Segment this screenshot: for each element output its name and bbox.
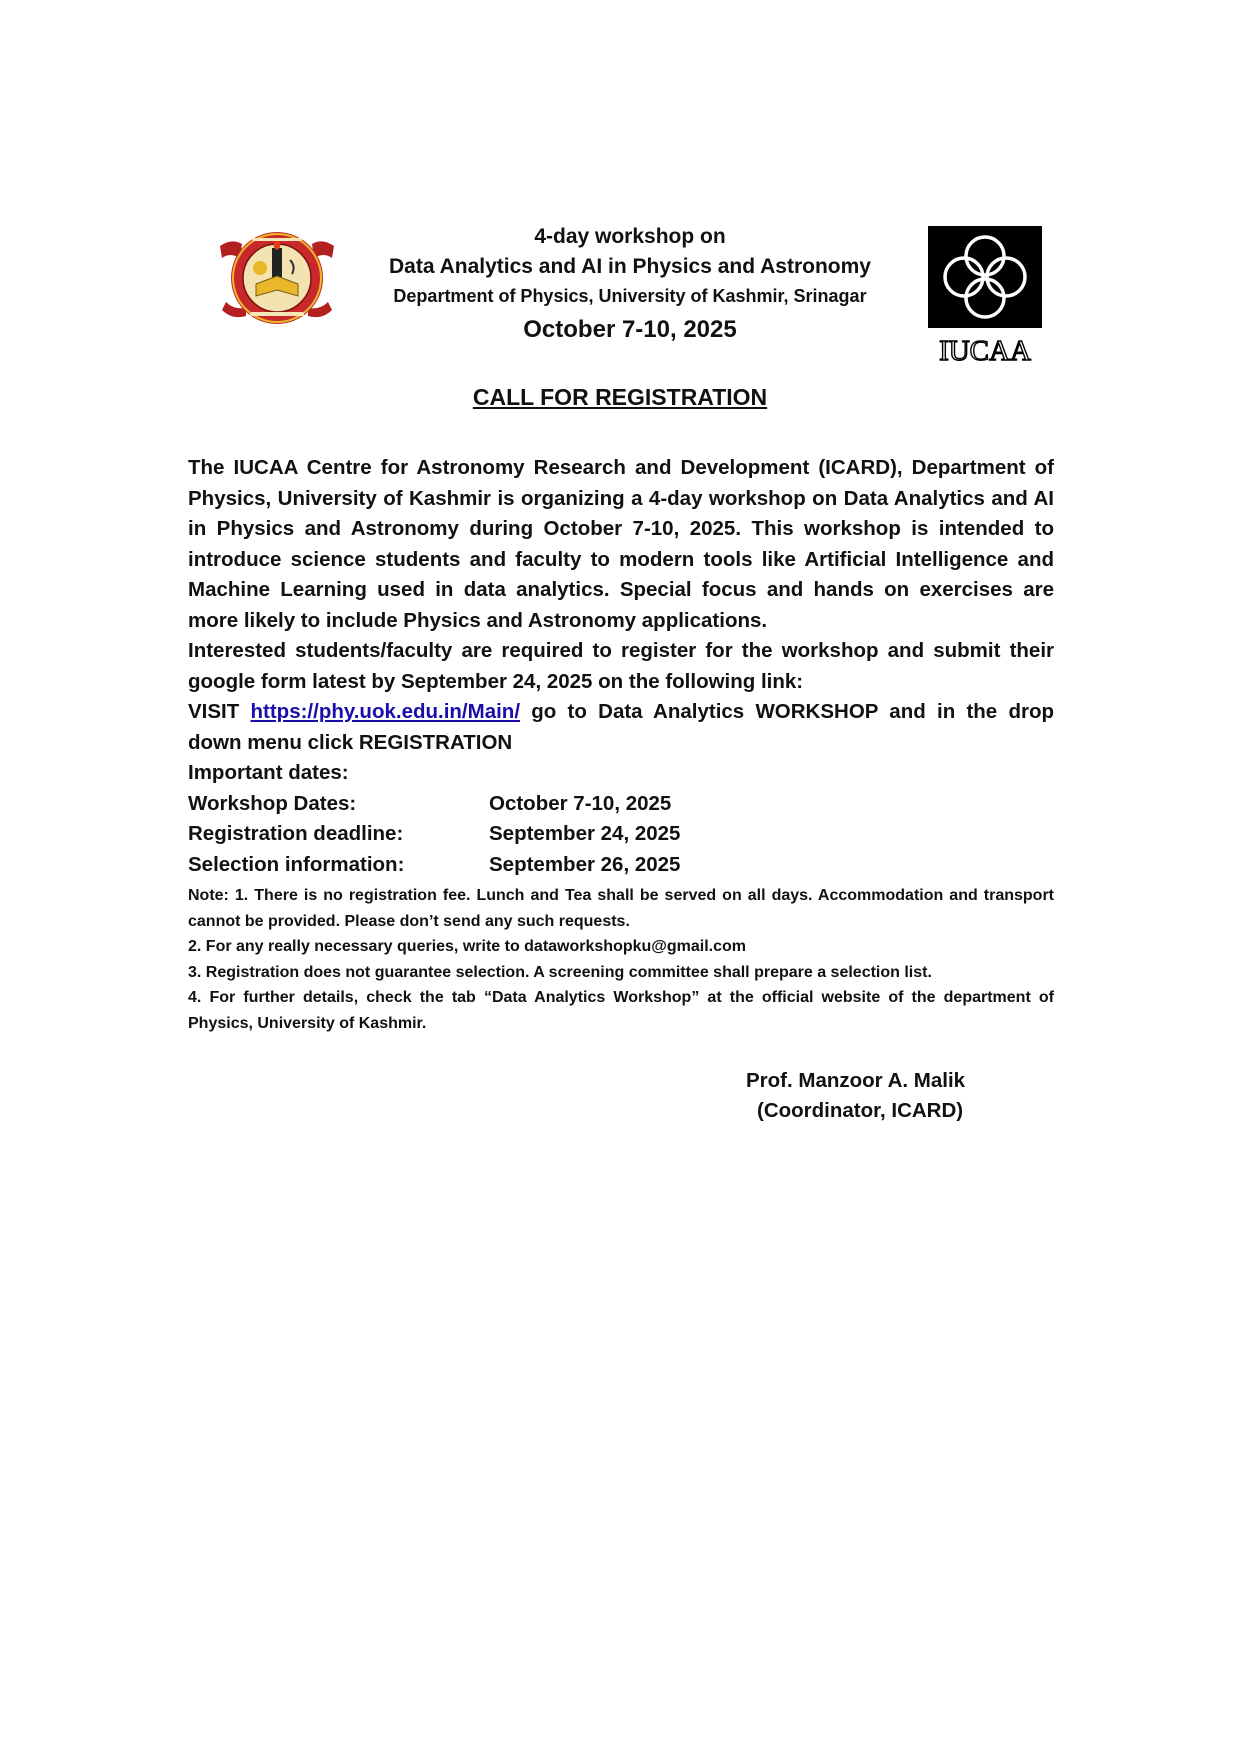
important-dates-heading: Important dates:	[188, 761, 349, 784]
note-item: Note: 1. There is no registration fee. Lunch and Tea shall be served on all days. Accommodation and transport cannot be provided. Please don’t send any such requests.	[188, 887, 1054, 930]
date-row-registration-deadline	[188, 819, 1054, 850]
header-dates: October 7-10, 2025	[523, 316, 737, 343]
signature-block	[740, 1066, 1000, 1126]
header-department: Department of Physics, University of Kashmir, Srinagar	[393, 286, 867, 306]
date-value: September 24, 2025	[489, 822, 681, 845]
notes-section	[188, 883, 1054, 1036]
date-row-selection-information	[188, 850, 1054, 881]
date-label: Registration deadline:	[188, 822, 404, 845]
iucaa-logo	[928, 226, 1042, 366]
date-label: Workshop Dates:	[188, 791, 357, 815]
date-label: Selection information:	[188, 852, 405, 876]
workshop-header	[340, 222, 920, 350]
call-for-registration-title: CALL FOR REGISTRATION	[472, 384, 768, 410]
note-item: 4. For further details, check the tab “Data Analytics Workshop” at the official website of the department of Physics, University of Kashmir.	[188, 989, 1054, 1032]
note-item: 2. For any really necessary queries, write to dataworkshopku@gmail.com	[188, 938, 747, 955]
body-content	[188, 453, 1054, 1036]
signatory-role: (Coordinator, ICARD)	[757, 1099, 964, 1122]
header-workshop-title: Data Analytics and AI in Physics and Astronomy	[389, 255, 871, 278]
date-value: October 7-10, 2025	[489, 791, 672, 815]
date-value: September 26, 2025	[489, 852, 681, 876]
note-item: 3. Registration does not guarantee selection. A screening committee shall prepare a selection list.	[188, 963, 932, 981]
date-row-workshop	[188, 789, 1054, 820]
intro-paragraph: The IUCAA Centre for Astronomy Research and Development (ICARD), Department of Physics, University of Kashmir is organizing a 4-day workshop on Data Analytics and AI in Physics and Astronomy during October 7-10, 2025. This workshop is intended to introduce science students and faculty to modern tools like Artificial Intelligence and Machine Learning used in data analytics. Special focus and hands on exercises are more likely to include Physics and Astronomy applications.	[188, 456, 1054, 632]
signatory-name: Prof. Manzoor A. Malik	[746, 1069, 966, 1092]
registration-paragraph: Interested students/faculty are required to register for the workshop and submit their google form latest by September 24, 2025 on the following link:	[188, 639, 1054, 693]
department-website-link[interactable]: https://phy.uok.edu.in/Main/	[250, 700, 521, 723]
iucaa-logo-text: IUCAA	[939, 335, 1031, 366]
visit-suffix: go to Data Analytics WORKSHOP and in the drop down menu click REGISTRATION	[188, 700, 1054, 754]
visit-prefix: VISIT	[188, 700, 251, 723]
header-workshop-type: 4-day workshop on	[534, 225, 726, 248]
university-of-kashmir-seal-logo	[212, 220, 342, 330]
visit-instructions	[188, 697, 1054, 758]
